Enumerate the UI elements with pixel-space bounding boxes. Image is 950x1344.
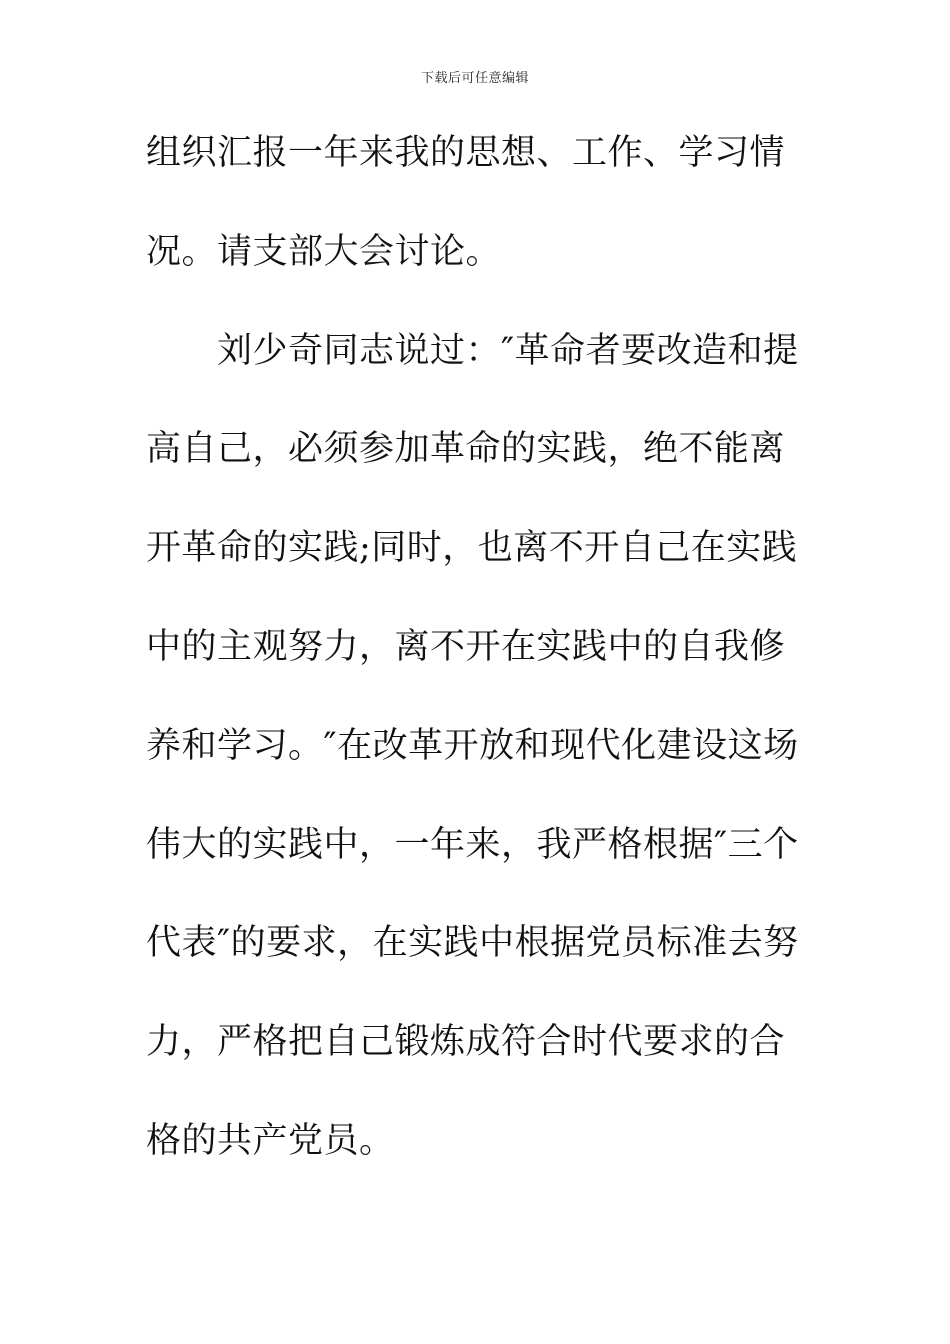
text-line: 刘少奇同志说过：″革命者要改造和提 — [146, 330, 799, 371]
page-header: 下载后可任意编辑 — [420, 71, 529, 86]
text-line: 代表″的要求，在实践中根据党员标准去努 — [146, 923, 799, 964]
text-line: 力，严格把自己锻炼成符合时代要求的合 — [146, 1022, 786, 1063]
text-line: 高自己，必须参加革命的实践，绝不能离 — [146, 429, 786, 470]
text-line: 组织汇报一年来我的思想、工作、学习情 — [146, 133, 786, 173]
text-line: 养和学习。″在改革开放和现代化建设这场 — [146, 725, 799, 766]
text-line: 中的主观努力，离不开在实践中的自我修 — [146, 626, 786, 667]
text-line: 伟大的实践中，一年来，我严格根据″三个 — [146, 824, 799, 865]
text-line: 格的共产党员。 — [146, 1120, 395, 1161]
document-body — [146, 123, 806, 1210]
text-line: 开革命的实践;同时，也离不开自己在实践 — [146, 528, 798, 569]
text-line: 况。请支部大会讨论。 — [146, 231, 502, 272]
